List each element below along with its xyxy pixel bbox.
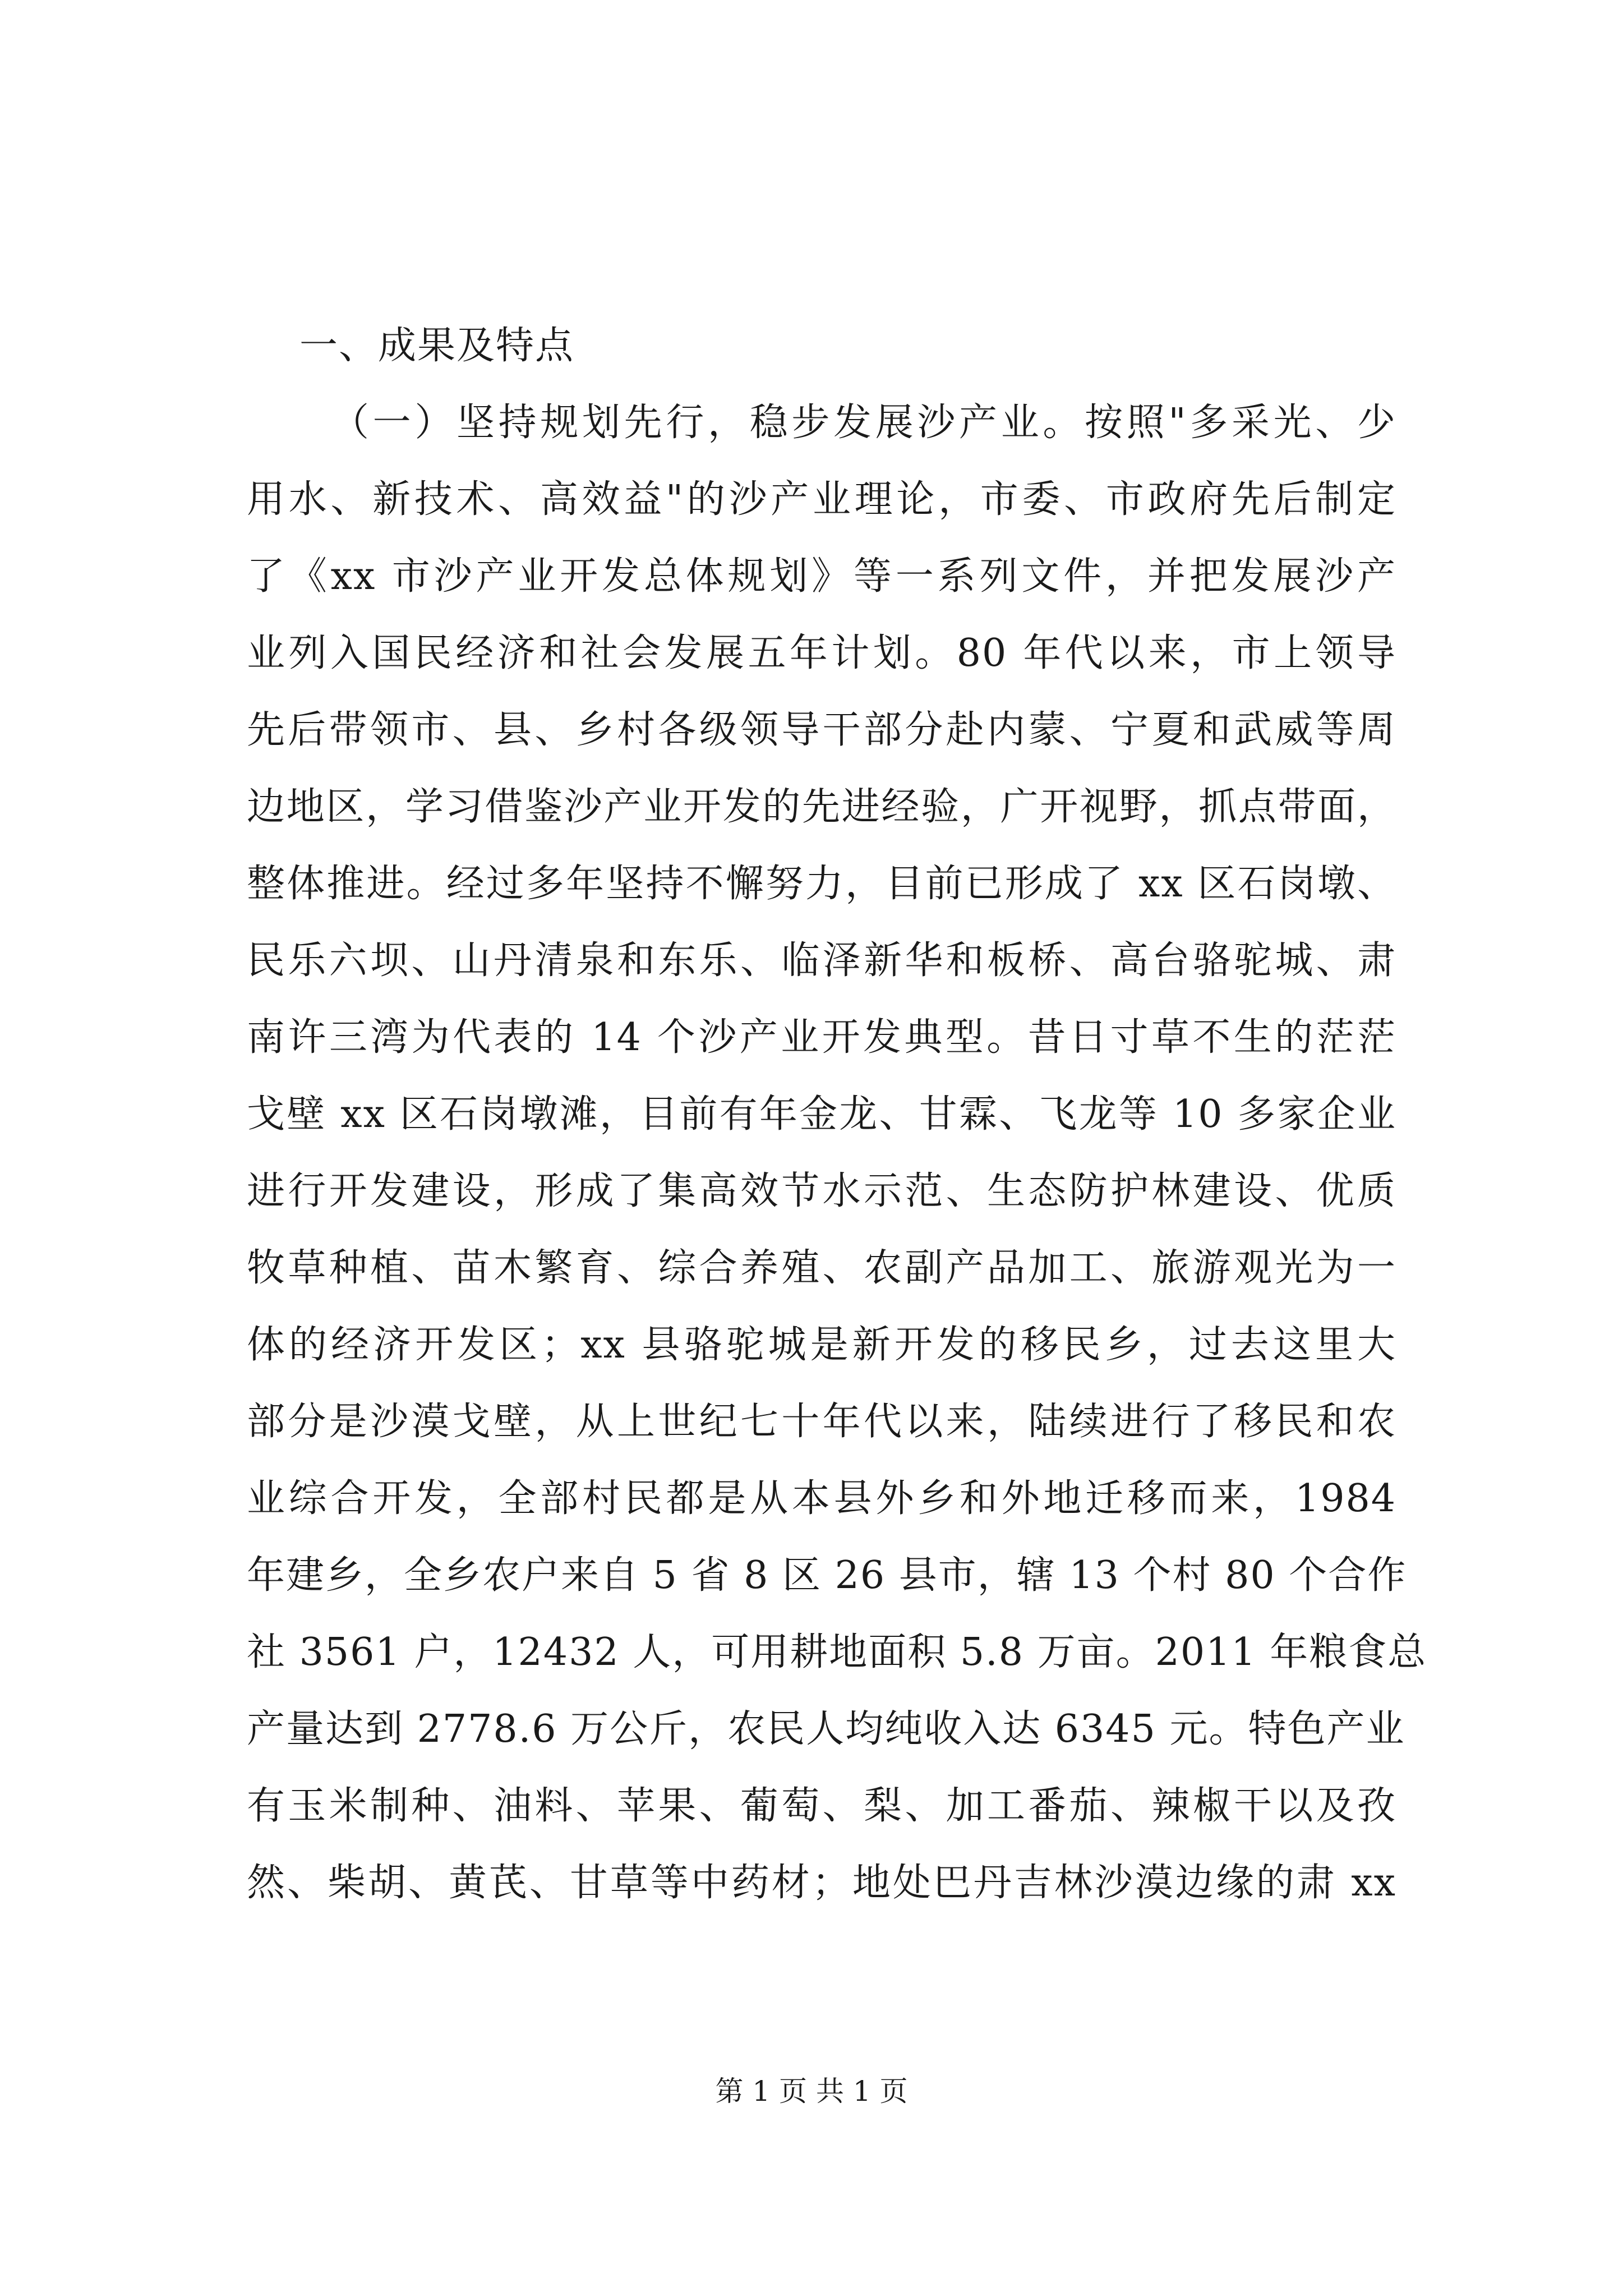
paragraph-line: 有玉米制种、油料、苹果、葡萄、梨、加工番茄、辣椒干以及孜 xyxy=(247,1784,1396,1828)
paragraph-line: 然、柴胡、黄芪、甘草等中药材；地处巴丹吉林沙漠边缘的肃 xx xyxy=(247,1861,1396,1905)
paragraph xyxy=(247,384,1427,1921)
page-footer: 第 1 页 共 1 页 xyxy=(715,2075,908,2108)
paragraph-line: 年建乡，全乡农户来自 5 省 8 区 26 县市，辖 13 个村 80 个合作 xyxy=(247,1553,1407,1598)
paragraph-line: 牧草种植、苗木繁育、综合养殖、农副产品加工、旅游观光为一 xyxy=(247,1246,1396,1290)
paragraph-line: 社 3561 户，12432 人，可用耕地面积 5.8 万亩。2011 年粮食总 xyxy=(247,1630,1427,1674)
paragraph-line: 产量达到 2778.6 万公斤，农民人均纯收入达 6345 元。特色产业 xyxy=(247,1707,1405,1751)
paragraph-line: 进行开发建设，形成了集高效节水示范、生态防护林建设、优质 xyxy=(247,1169,1396,1213)
document-body xyxy=(247,307,1427,1921)
paragraph-line: 业综合开发，全部村民都是从本县外乡和外地迁移而来，1984 xyxy=(247,1476,1396,1521)
paragraph-line: 整体推进。经过多年坚持不懈努力，目前已形成了 xx 区石岗墩、 xyxy=(247,862,1396,906)
paragraph-line: 业列入国民经济和社会发展五年计划。80 年代以来，市上领导 xyxy=(247,631,1396,675)
paragraph-line: 用水、新技术、高效益"的沙产业理论，市委、市政府先后制定 xyxy=(247,477,1396,522)
paragraph-line: 民乐六坝、山丹清泉和东乐、临泽新华和板桥、高台骆驼城、肃 xyxy=(247,938,1396,983)
paragraph-line: 了《xx 市沙产业开发总体规划》等一系列文件，并把发展沙产 xyxy=(247,554,1396,599)
paragraph-line: 南许三湾为代表的 14 个沙产业开发典型。昔日寸草不生的茫茫 xyxy=(247,1015,1396,1060)
paragraph-line: 先后带领市、县、乡村各级领导干部分赴内蒙、宁夏和武威等周 xyxy=(247,708,1396,752)
paragraph-line: （一）坚持规划先行，稳步发展沙产业。按照"多采光、少 xyxy=(331,401,1396,445)
paragraph-line: 部分是沙漠戈壁，从上世纪七十年代以来，陆续进行了移民和农 xyxy=(247,1400,1396,1444)
paragraph-line: 体的经济开发区；xx 县骆驼城是新开发的移民乡，过去这里大 xyxy=(247,1323,1396,1367)
section-heading: 一、成果及特点 xyxy=(299,324,575,368)
paragraph-line: 边地区，学习借鉴沙产业开发的先进经验，广开视野，抓点带面， xyxy=(247,785,1396,829)
paragraph-line: 戈壁 xx 区石岗墩滩，目前有年金龙、甘霖、飞龙等 10 多家企业 xyxy=(247,1092,1396,1137)
